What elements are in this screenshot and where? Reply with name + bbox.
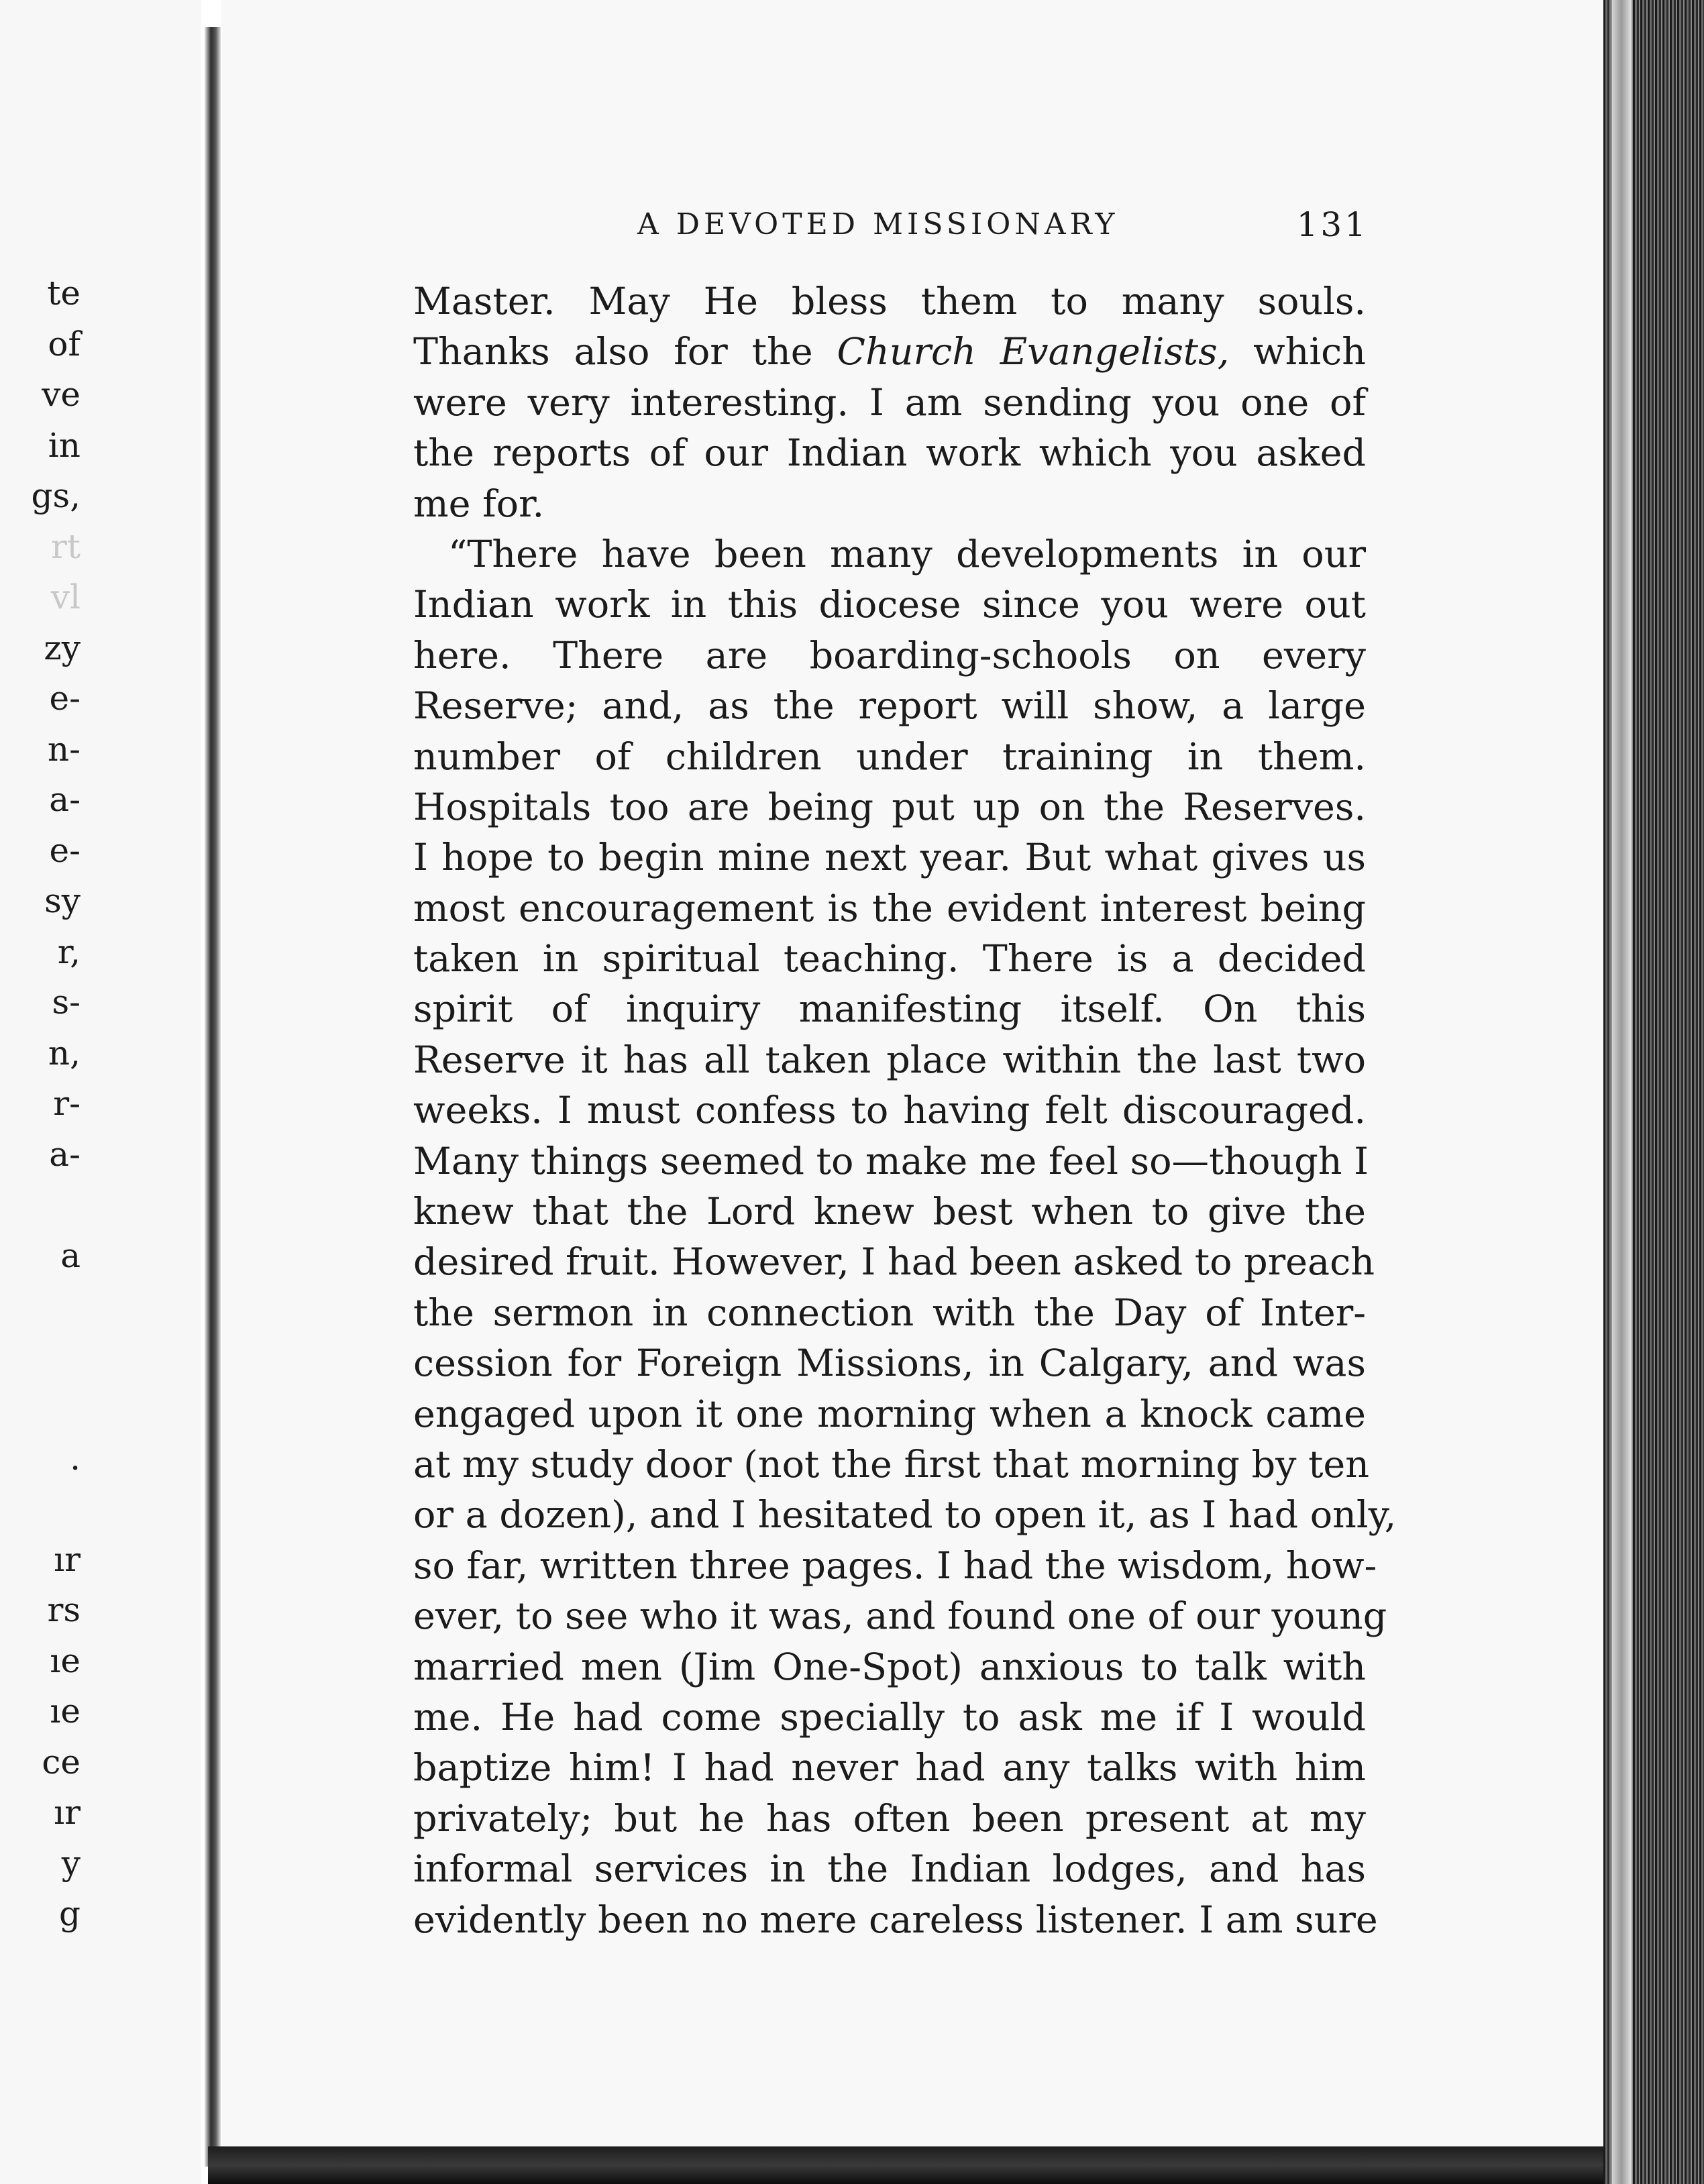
left-page-fragment: . — [70, 1438, 81, 1478]
left-page-fragment: ıe — [50, 1692, 81, 1731]
left-page-fragment: a- — [49, 1134, 81, 1174]
book-gutter — [205, 27, 221, 2167]
left-page-fragment: rs — [47, 1590, 81, 1629]
text-line: “There have been many developments in our — [448, 532, 1366, 576]
text-line: most encouragement is the evident interest being — [413, 886, 1366, 930]
italic-title: Church Evangelists, — [837, 330, 1230, 374]
text-line: me. He had come specially to ask me if I would — [413, 1695, 1366, 1739]
left-page-fragment: ır — [54, 1539, 81, 1579]
left-page-fragment: of — [48, 324, 81, 364]
left-page-fragment: y — [61, 1843, 81, 1883]
left-page-fragment: n, — [48, 1033, 81, 1073]
text-line: evidently been no mere careless listener. I am sure — [413, 1898, 1378, 1942]
left-page-fragment: vl — [50, 578, 81, 616]
text-line: at my study door (not the first that morning by ten — [413, 1442, 1369, 1486]
text-line: Hospitals too are being put up on the Reserves. — [413, 785, 1366, 829]
text-line: were very interesting. I am sending you one of — [413, 380, 1366, 425]
text-line: Many things seemed to make me feel so—though I — [413, 1139, 1369, 1183]
text-line: Thanks also for the Church Evangelists, which — [413, 330, 1366, 374]
text-line: the sermon in connection with the Day of Inter- — [413, 1291, 1366, 1335]
left-page-fragment: ıe — [50, 1641, 81, 1680]
text-line: privately; but he has often been present at my — [413, 1796, 1366, 1841]
text-line: me for. — [413, 482, 545, 526]
left-page-fragment — [0, 1332, 81, 1383]
text-line: weeks. I must confess to having felt discouraged. — [413, 1089, 1366, 1133]
left-page-fragment — [0, 1281, 81, 1332]
left-page-fragment: rt — [51, 527, 81, 566]
left-page-fragment — [0, 1180, 81, 1231]
text-line: or a dozen), and I hesitated to open it, as I had only, — [413, 1493, 1397, 1537]
left-page-fragment: zy — [44, 628, 81, 667]
left-page-text-fragments — [0, 268, 81, 1940]
left-page-fragment: e- — [49, 830, 81, 870]
text-line: married men (Jim One-Spot) anxious to talk with — [413, 1645, 1366, 1689]
left-page-fragment — [0, 1382, 81, 1433]
left-page-fragment: sy — [44, 881, 81, 920]
text-line: Reserve; and, as the report will show, a large — [413, 684, 1366, 728]
left-page-fragment: a- — [49, 780, 81, 819]
text-line: I hope to begin mine next year. But what gives us — [413, 836, 1366, 880]
left-page-fragment: r, — [57, 932, 81, 971]
text-line: so far, written three pages. I had the wisdom, how- — [413, 1543, 1377, 1588]
left-page — [0, 0, 201, 2184]
left-page-fragment: ır — [54, 1793, 81, 1832]
left-page-fragment: a — [60, 1236, 81, 1275]
text-line: spirit of inquiry manifesting itself. On this — [413, 987, 1366, 1032]
left-page-fragment: e- — [49, 679, 81, 718]
running-head — [637, 201, 1369, 248]
text-line: Reserve it has all taken place within the last two — [413, 1038, 1366, 1082]
page-bottom-edge — [208, 2146, 1704, 2184]
left-page-fragment: ce — [42, 1742, 81, 1782]
text-line: desired fruit. However, I had been asked to preach — [413, 1240, 1375, 1285]
left-page-fragment — [0, 1484, 81, 1535]
text-line: the reports of our Indian work which you asked — [413, 431, 1366, 476]
text-line: here. There are boarding-schools on every — [413, 633, 1366, 677]
text-line: engaged upon it one morning when a knock came — [413, 1392, 1366, 1436]
running-title: A DEVOTED MISSIONARY — [637, 207, 1119, 241]
left-page-fragment: r- — [53, 1084, 81, 1123]
left-page-fragment: s- — [52, 983, 81, 1022]
left-page-fragment: g — [58, 1894, 81, 1933]
text-line: informal services in the Indian lodges, and has — [413, 1847, 1366, 1892]
book-page-edges — [1603, 0, 1704, 2184]
left-page-fragment: n- — [47, 729, 81, 769]
left-page-fragment: te — [47, 274, 81, 313]
text-line: baptize him! I had never had any talks with him — [413, 1746, 1366, 1790]
body-text — [413, 276, 1397, 1945]
left-page-fragment: ve — [42, 375, 81, 414]
text-line: Master. May He bless them to many souls. — [413, 280, 1366, 323]
text-line: Indian work in this diocese since you were out — [413, 583, 1366, 627]
page-number: 131 — [1296, 205, 1369, 244]
text-line: ever, to see who it was, and found one of our young — [413, 1594, 1387, 1639]
text-line: knew that the Lord knew best when to give the — [413, 1190, 1366, 1234]
text-line: taken in spiritual teaching. There is a decided — [413, 937, 1366, 981]
left-page-fragment: in — [48, 425, 81, 465]
text-line: number of children under training in them. — [413, 734, 1366, 779]
left-page-fragment: gs, — [31, 476, 81, 515]
text-line: cession for Foreign Missions, in Calgary, and was — [413, 1342, 1366, 1386]
